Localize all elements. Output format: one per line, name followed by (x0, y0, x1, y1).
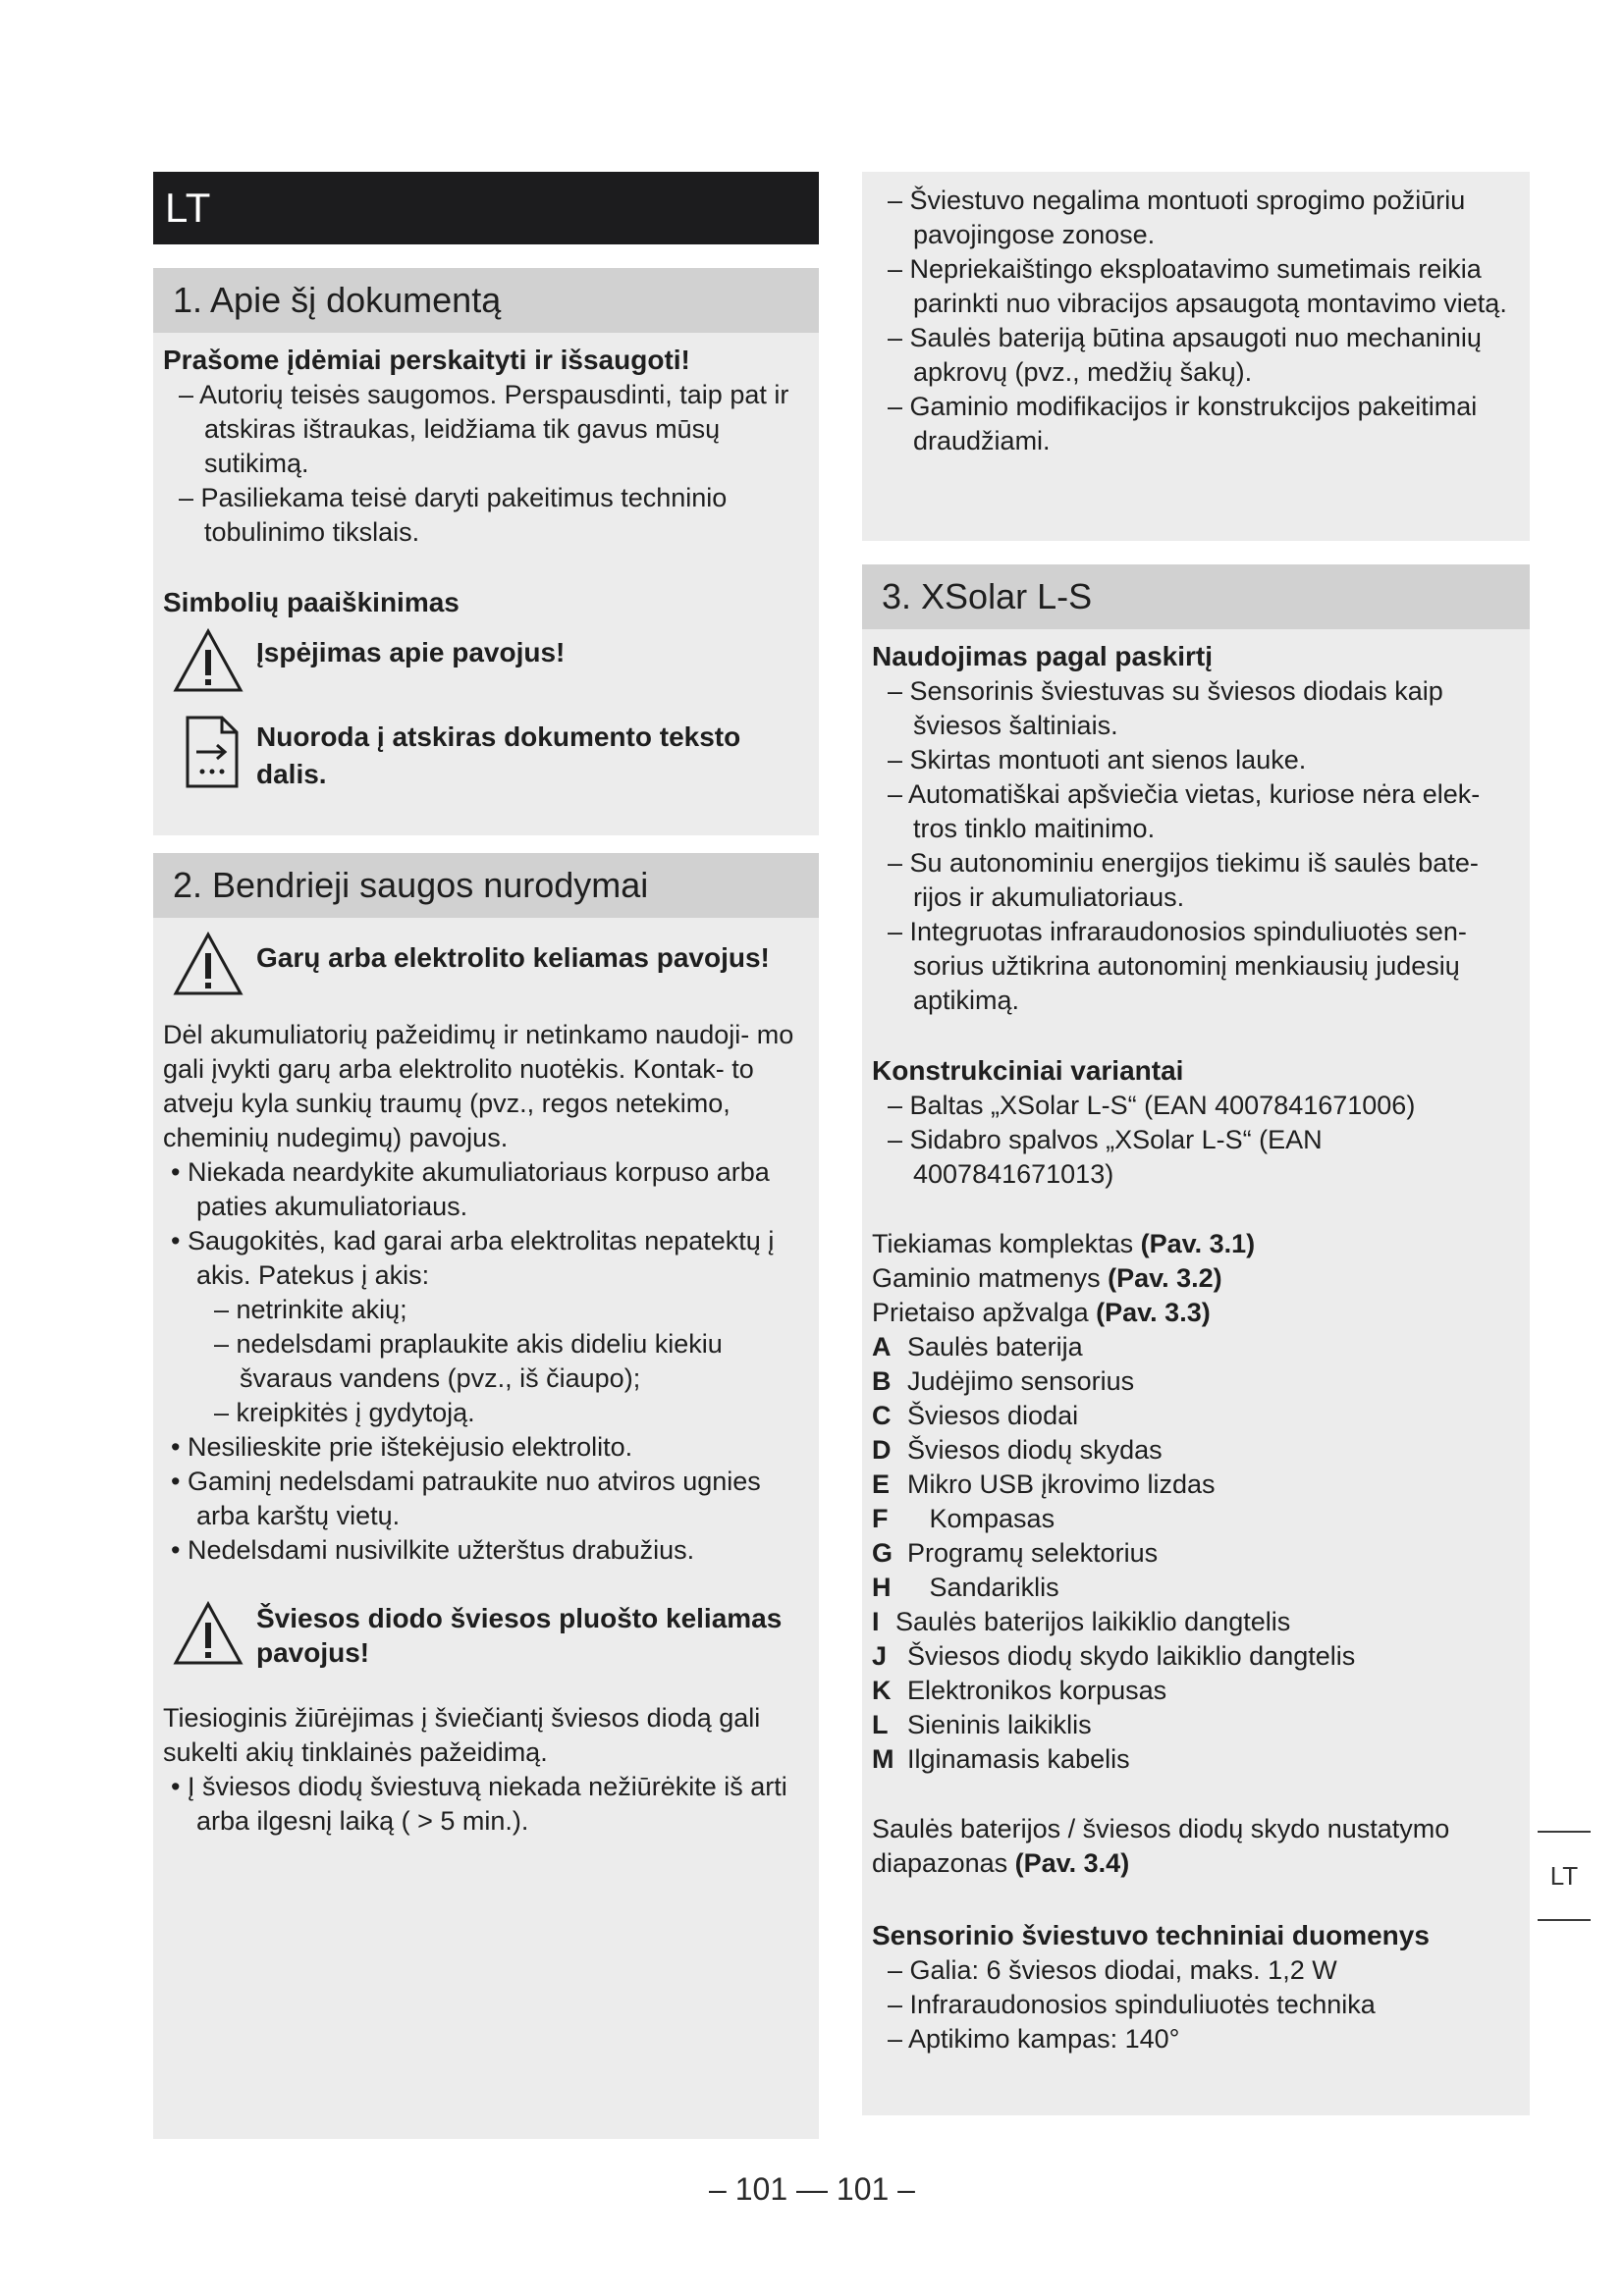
use-item: – Automatiškai apšviečia vietas, kuriose nėra elek- tros tinklo maitinimo. (888, 779, 1481, 843)
bullet-item: • Nedelsdami nusivilkite užterštus drabužius. (171, 1535, 695, 1565)
section-3-title: 3. XSolar L-S (862, 564, 1530, 629)
symbol-reference-label: Nuoroda į atskiras dokumento teksto dalis. (256, 721, 741, 789)
section-2-title: 2. Bendrieji saugos nurodymai (153, 853, 819, 918)
tech-data-title: Sensorinio šviestuvo techniniai duomenys (872, 1920, 1430, 1950)
tech-item: – Aptikimo kampas: 140° (888, 2024, 1180, 2054)
sub-item: – netrinkite akių; (214, 1295, 407, 1324)
right-column (862, 172, 1530, 2115)
legend-item: M Ilginamasis kabelis (872, 1744, 1130, 1774)
safety-item: – Šviestuvo negalima montuoti sprogimo požiūriu pavojingose zonose. (888, 186, 1466, 249)
document-reference-icon (185, 715, 240, 798)
safety-item: – Saulės bateriją būtina apsaugoti nuo mechaninių apkrovų (pvz., medžių šakų). (888, 323, 1482, 387)
safety-item: – Gaminio modifikacijos ir konstrukcijos pakeitimai draudžiami. (888, 392, 1478, 455)
warning-triangle-icon (173, 1601, 244, 1675)
vapor-paragraph: Dėl akumuliatorių pažeidimų ir netinkamo naudoji- mo gali įvykti garų arba elektrolito nuotėkis. Kontak- to atveju kyla sunkių traumų (pvz., regos netekimo, cheminių nudegimų) pavojus. (163, 1020, 794, 1152)
legend-item: A Saulės baterija (872, 1332, 1083, 1362)
section-2-continued-panel (862, 172, 1530, 541)
vapor-warning-label: Garų arba elektrolito keliamas pavojus! (256, 942, 770, 973)
language-side-tab: LT (1538, 1831, 1591, 1921)
variant-item: – Baltas „XSolar L-S“ (EAN 4007841671006) (888, 1091, 1416, 1120)
page-number: – 101 — 101 – (709, 2171, 915, 2207)
warning-triangle-icon (173, 932, 244, 1005)
component-legend (872, 1330, 1520, 1777)
use-item: – Integruotas infraraudonosios spinduliuotės sen- sorius užtikrina autonominį menkiausių judesių aptikimą. (888, 917, 1467, 1015)
changes-note: – Pasiliekama teisė daryti pakeitimus techninio tobulinimo tikslais. (179, 483, 728, 547)
sub-item: – nedelsdami praplaukite akis dideliu kiekiu švaraus vandens (pvz., iš čiaupo); (214, 1329, 723, 1393)
legend-item: F Kompasas (872, 1504, 1056, 1533)
legend-item: B Judėjimo sensorius (872, 1366, 1135, 1396)
figure-ref-delivery: Tiekiamas komplektas (Pav. 3.1) (872, 1229, 1256, 1258)
warning-triangle-icon (173, 628, 244, 702)
section-1-subtitle: Prašome įdėmiai perskaityti ir išsaugoti! (163, 345, 690, 375)
symbol-warning-label: Įspėjimas apie pavojus! (256, 637, 566, 667)
sub-item: – kreipkitės į gydytoją. (214, 1398, 475, 1427)
use-item: – Su autonominiu energijos tiekimu iš saulės bate- rijos ir akumuliatoriaus. (888, 848, 1479, 912)
led-warning-label: Šviesos diodo šviesos pluošto keliamas pavojus! (256, 1603, 783, 1668)
section-1-title: 1. Apie šį dokumentą (153, 268, 819, 333)
language-header: LT (153, 172, 819, 244)
legend-item: J Šviesos diodų skydo laikiklio dangtelis (872, 1641, 1356, 1671)
figure-ref-overview: Prietaiso apžvalga (Pav. 3.3) (872, 1298, 1211, 1327)
bullet-item: • Saugokitės, kad garai arba elektrolitas nepatektų į akis. Patekus į akis: (171, 1226, 775, 1290)
use-item: – Skirtas montuoti ant sienos lauke. (888, 745, 1307, 774)
section-2-panel (153, 853, 819, 2139)
variant-item: – Sidabro spalvos „XSolar L-S“ (EAN 4007841671013) (888, 1125, 1323, 1189)
symbols-title: Simbolių paaiškinimas (163, 587, 460, 617)
bullet-item: • Nesilieskite prie ištekėjusio elektrolito. (171, 1432, 633, 1462)
legend-item: K Elektronikos korpusas (872, 1676, 1167, 1705)
section-1-panel (153, 268, 819, 835)
tech-item: – Galia: 6 šviesos diodai, maks. 1,2 W (888, 1955, 1337, 1985)
led-warning-row (163, 1601, 809, 1676)
bullet-item: • Niekada neardykite akumuliatoriaus korpuso arba paties akumuliatoriaus. (171, 1157, 770, 1221)
intended-use-title: Naudojimas pagal paskirtį (872, 641, 1213, 671)
legend-item: G Programų selektorius (872, 1538, 1159, 1568)
symbol-warning-row (163, 628, 809, 707)
legend-item: C Šviesos diodai (872, 1401, 1079, 1430)
symbol-reference-row (163, 715, 809, 793)
figure-ref-dimensions: Gaminio matmenys (Pav. 3.2) (872, 1263, 1222, 1293)
copyright-note: – Autorių teisės saugomos. Perspausdinti, taip pat ir atskiras ištraukas, leidžiama tik gavus mūsų sutikimą. (179, 380, 789, 478)
safety-item: – Nepriekaištingo eksploatavimo sumetimais reikia parinkti nuo vibracijos apsaugotą montavimo vietą. (888, 254, 1507, 318)
legend-item: L Sieninis laikiklis (872, 1710, 1092, 1739)
tech-item: – Infraraudonosios spinduliuotės technika (888, 1990, 1376, 2019)
section-3-panel (862, 564, 1530, 2115)
variants-title: Konstrukciniai variantai (872, 1055, 1184, 1086)
legend-item: E Mikro USB įkrovimo lizdas (872, 1469, 1216, 1499)
left-column (153, 172, 819, 2139)
led-paragraph: Tiesioginis žiūrėjimas į šviečiantį šviesos diodą gali sukelti akių tinklainės pažeidimą. (163, 1703, 761, 1767)
legend-item: I Saulės baterijos laikiklio dangtelis (872, 1607, 1291, 1636)
use-item: – Sensorinis šviestuvas su šviesos diodais kaip šviesos šaltiniais. (888, 676, 1443, 740)
legend-item: H Sandariklis (872, 1573, 1059, 1602)
vapor-warning-row (163, 932, 809, 1006)
figure-ref-adjustment: Saulės baterijos / šviesos diodų skydo nustatymo diapazonas (Pav. 3.4) (872, 1814, 1450, 1878)
legend-item: D Šviesos diodų skydas (872, 1435, 1163, 1465)
bullet-item: • Į šviesos diodų šviestuvą niekada nežiūrėkite iš arti arba ilgesnį laiką ( > 5 min.). (171, 1772, 787, 1836)
bullet-item: • Gaminį nedelsdami patraukite nuo atviros ugnies arba karštų vietų. (171, 1467, 761, 1530)
